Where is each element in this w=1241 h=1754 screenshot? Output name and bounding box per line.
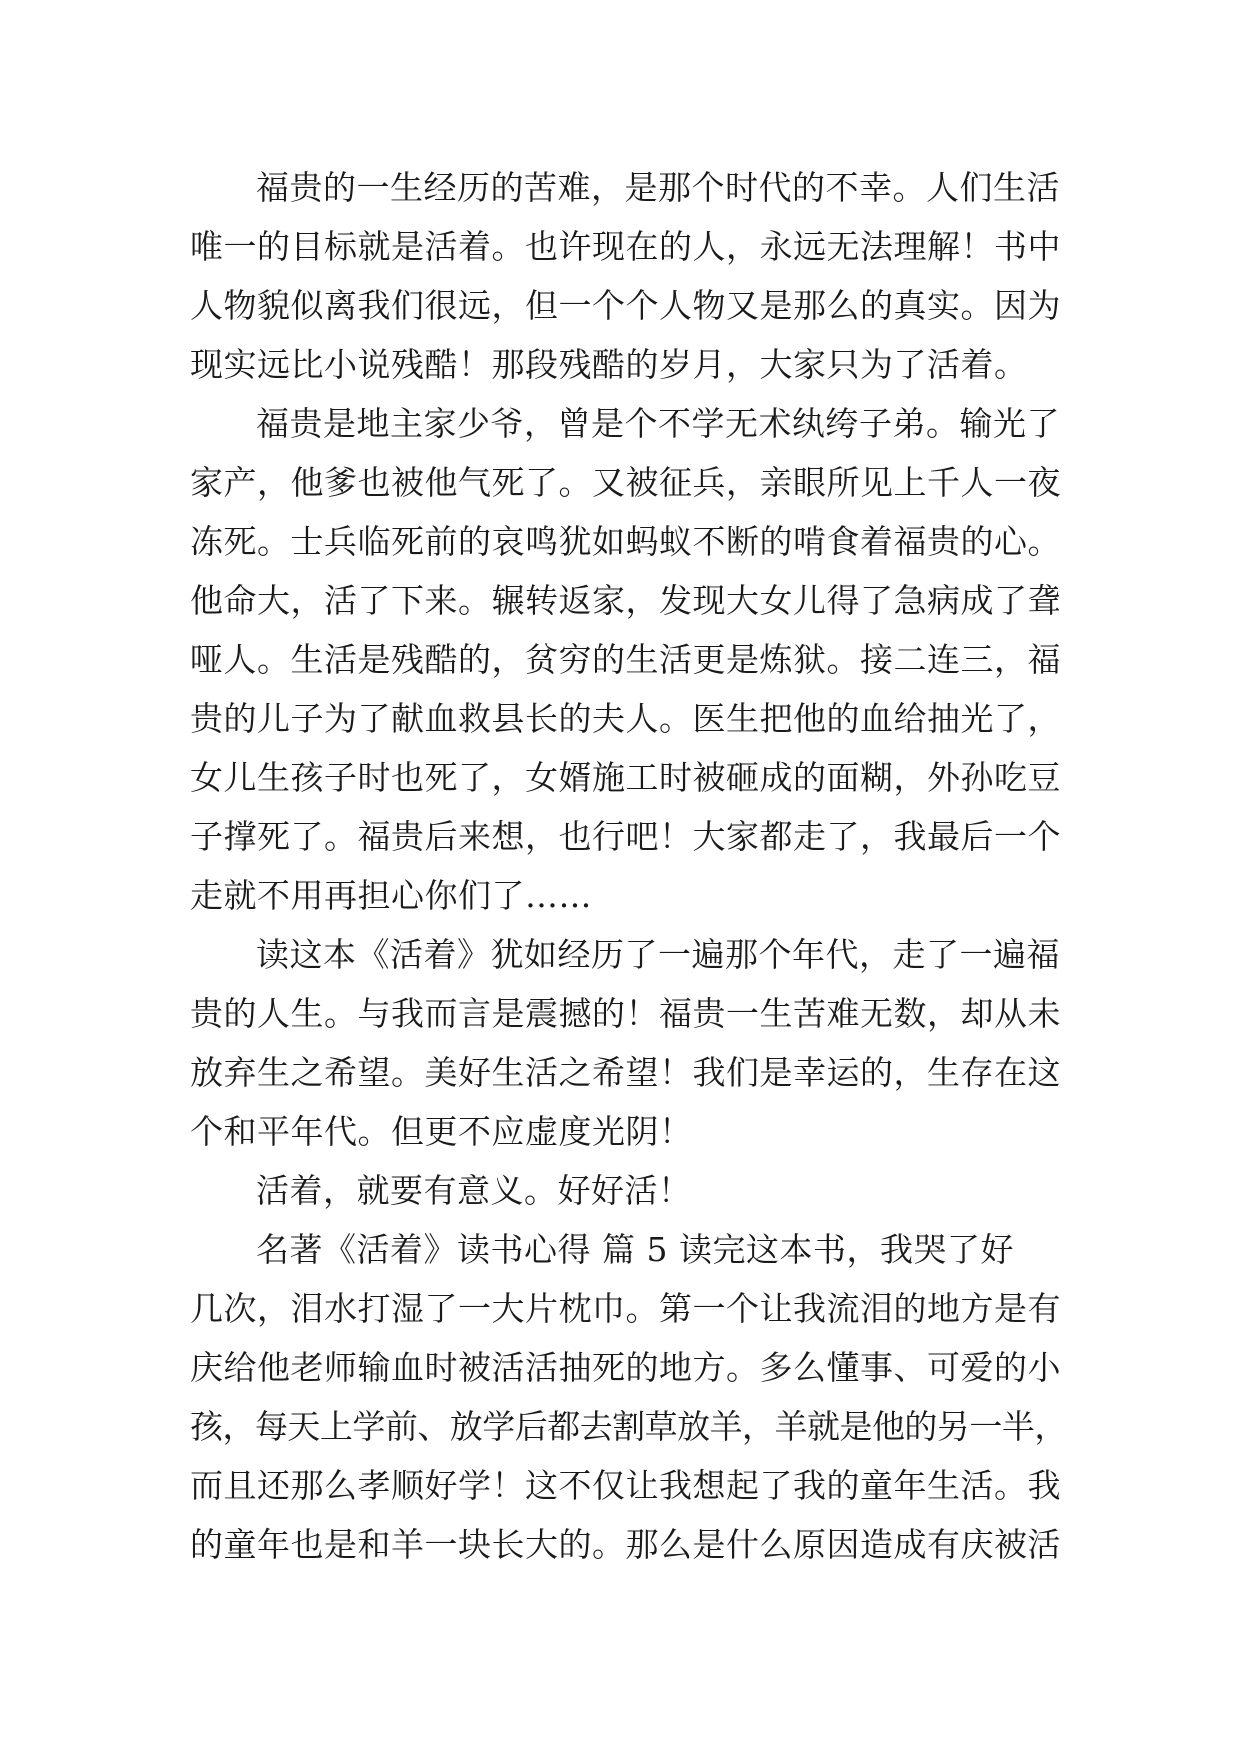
text-line: 子撑死了。福贵后来想，也行吧！大家都走了，我最后一个 bbox=[190, 817, 1061, 856]
text-line: 冻死。士兵临死前的哀鸣犹如蚂蚁不断的啃食着福贵的心。 bbox=[190, 522, 1061, 561]
text-line: 读这本《活着》犹如经历了一遍那个年代，走了一遍福 bbox=[256, 935, 1060, 974]
text-line: 福贵的一生经历的苦难，是那个时代的不幸。人们生活 bbox=[256, 168, 1060, 207]
text-line: 女儿生孩子时也死了，女婿施工时被砸成的面糊，外孙吃豆 bbox=[190, 758, 1061, 797]
text-line: 而且还那么孝顺好学！这不仅让我想起了我的童年生活。我 bbox=[190, 1466, 1061, 1505]
text-line: 名著《活着》读书心得 篇 5 读完这本书，我哭了好 bbox=[256, 1230, 1014, 1269]
text-line: 个和平年代。但更不应虚度光阴！ bbox=[190, 1112, 693, 1151]
text-line: 贵的儿子为了献血救县长的夫人。医生把他的血给抽光了， bbox=[190, 699, 1061, 738]
text-line: 贵的人生。与我而言是震撼的！福贵一生苦难无数，却从未 bbox=[190, 994, 1061, 1033]
document-body bbox=[190, 158, 1070, 1574]
text-line: 哑人。生活是残酷的，贫穷的生活更是炼狱。接二连三，福 bbox=[190, 640, 1061, 679]
text-line: 孩，每天上学前、放学后都去割草放羊，羊就是他的另一半， bbox=[190, 1407, 1067, 1446]
text-line: 他命大，活了下来。辗转返家，发现大女儿得了急病成了聋 bbox=[190, 581, 1061, 620]
text-line: 庆给他老师输血时被活活抽死的地方。多么懂事、可爱的小 bbox=[190, 1348, 1061, 1387]
text-line: 的童年也是和羊一块长大的。那么是什么原因造成有庆被活 bbox=[190, 1525, 1061, 1564]
text-line: 几次，泪水打湿了一大片枕巾。第一个让我流泪的地方是有 bbox=[190, 1289, 1061, 1328]
text-line: 活着，就要有意义。好好活！ bbox=[256, 1171, 692, 1210]
text-line: 放弃生之希望。美好生活之希望！我们是幸运的，生存在这 bbox=[190, 1053, 1061, 1092]
text-line: 福贵是地主家少爷，曾是个不学无术纨绔子弟。输光了 bbox=[256, 404, 1060, 443]
text-line: 现实远比小说残酷！那段残酷的岁月，大家只为了活着。 bbox=[190, 345, 1028, 384]
text-line: 唯一的目标就是活着。也许现在的人，永远无法理解！书中 bbox=[190, 227, 1061, 266]
text-line: 人物貌似离我们很远，但一个个人物又是那么的真实。因为 bbox=[190, 286, 1061, 325]
text-line: 走就不用再担心你们了…… bbox=[190, 876, 592, 915]
text-line: 家产，他爹也被他气死了。又被征兵，亲眼所见上千人一夜 bbox=[190, 463, 1061, 502]
